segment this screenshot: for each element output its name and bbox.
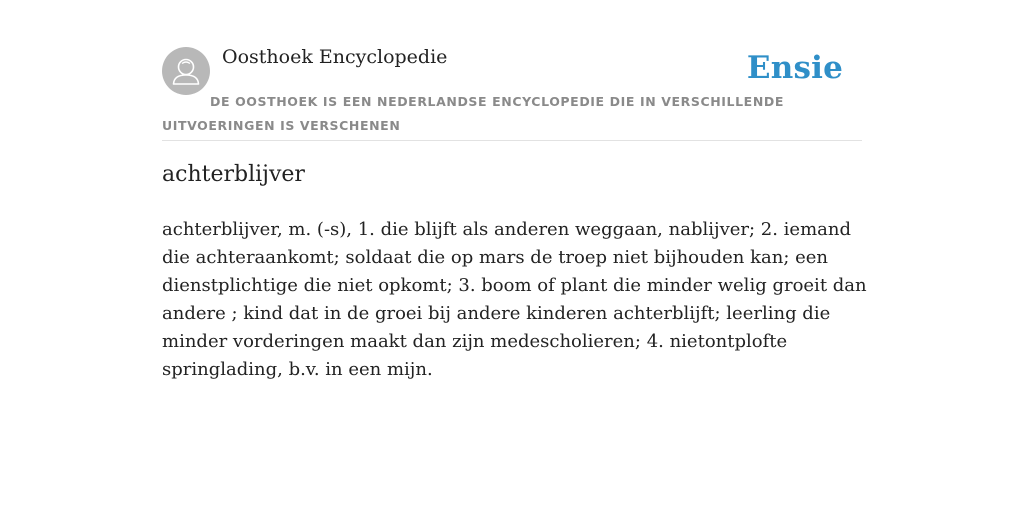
source-avatar[interactable] xyxy=(162,47,210,95)
source-description: DE OOSTHOEK IS EEN NEDERLANDSE ENCYCLOPEDIE DIE IN VERSCHILLENDE UITVOERINGEN IS VERSCHENEN xyxy=(162,94,784,133)
ensie-logo[interactable]: Ensie xyxy=(746,50,843,86)
source-header xyxy=(162,40,862,141)
entry-title: achterblijver xyxy=(162,162,305,187)
entry-definition: achterblijver, m. (-s), 1. die blijft als anderen weggaan, nablijver; 2. iemand die achteraankomt; soldaat die op mars de troep niet bijhouden kan; een dienstplichtige die niet opkomt; 3. boom of plant die minder welig groeit dan andere ; kind dat in de groei bij andere kinderen achterblijft; leerling die minder vorderingen maakt dan zijn medescholieren; 4. nietontplofte springlading, b.v. in een mijn. xyxy=(162,219,867,380)
user-icon xyxy=(162,47,210,95)
source-name[interactable]: Oosthoek Encyclopedie xyxy=(222,46,448,68)
